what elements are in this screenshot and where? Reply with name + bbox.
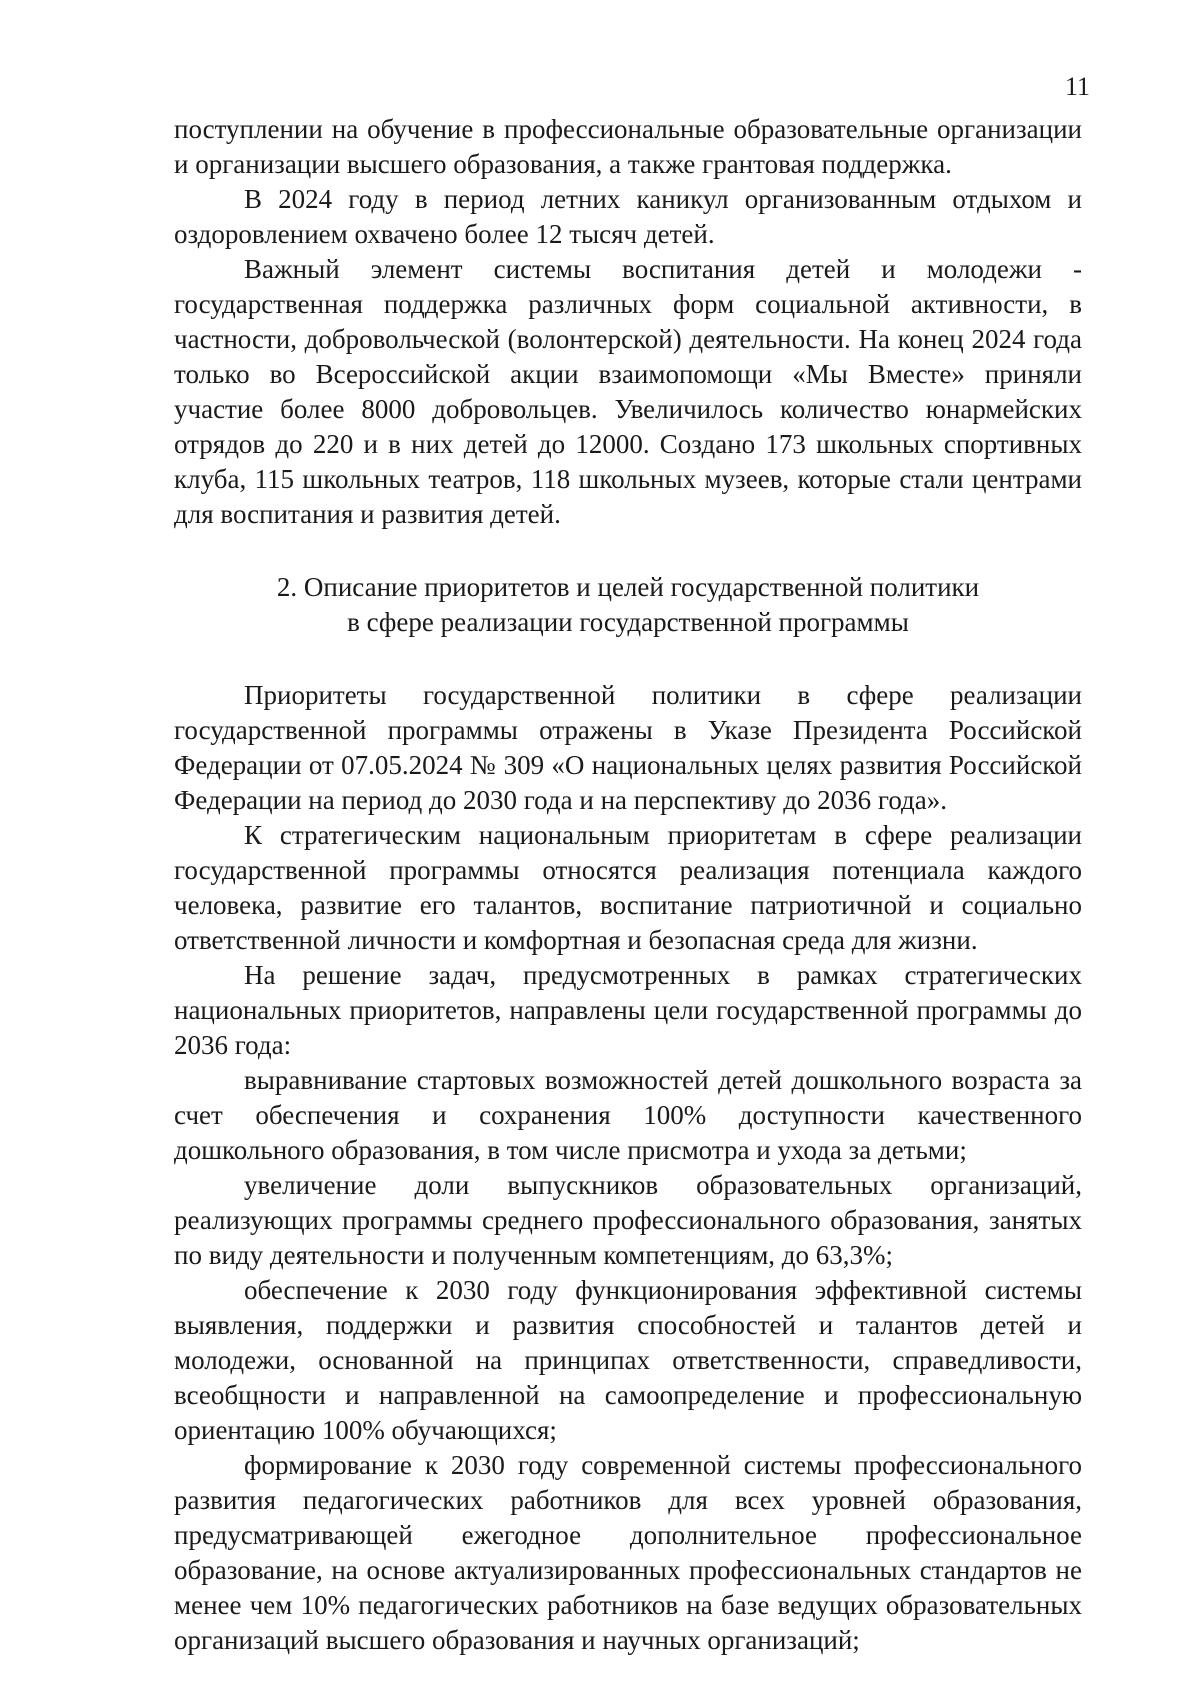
document-body bbox=[174, 112, 1082, 1658]
goal-item-talents: обеспечение к 2030 году функционирования эффективной системы выявления, поддержки и развития способностей и талантов детей и молодежи, основанной на принципах ответственности, справедливости, всеобщности и направленной на самоопределение и профессиональную ориентацию 100% обучающихся; bbox=[174, 1275, 1082, 1445]
section-heading-line-1: 2. Описание приоритетов и целей государственной политики bbox=[276, 572, 980, 602]
goal-item-teachers: формирование к 2030 году современной системы профессионального развития педагогических работников для всех уровней образования, предусматривающей ежегодное дополнительное профессиональное образование, на основе актуализированных профессиональных стандартов не менее чем 10% педагогических работников на базе ведущих образовательных организаций высшего образования и научных организаций; bbox=[174, 1450, 1082, 1655]
paragraph-priorities: Приоритеты государственной политики в сфере реализации государственной программы отражены в Указе Президента Российской Федерации от 07.05.2024 № 309 «О национальных целях развития Российской Федерации на период до 2030 года и на перспективу до 2036 года». bbox=[174, 680, 1082, 815]
goal-item-graduates: увеличение доли выпускников образовательных организаций, реализующих программы среднего профессионального образования, занятых по виду деятельности и полученным компетенциям, до 63,3%; bbox=[174, 1170, 1082, 1270]
paragraph-strategic-priorities: К стратегическим национальным приоритетам в сфере реализации государственной программы относятся реализация потенциала каждого человека, развитие его талантов, воспитание патриотичной и социально ответственной личности и комфортная и безопасная среда для жизни. bbox=[174, 820, 1082, 955]
paragraph-summer-rest: В 2024 году в период летних каникул организованным отдыхом и оздоровлением охвачено более 12 тысяч детей. bbox=[174, 184, 1082, 249]
goal-item-preschool: выравнивание стартовых возможностей детей дошкольного возраста за счет обеспечения и сохранения 100% доступности качественного дошкольного образования, в том числе присмотра и ухода за детьми; bbox=[174, 1065, 1082, 1165]
paragraph-volunteering: Важный элемент системы воспитания детей и молодежи - государственная поддержка различных форм социальной активности, в частности, добровольческой (волонтерской) деятельности. На конец 2024 года только во Всероссийской акции взаимопомощи «Мы Вместе» приняли участие более 8000 добровольцев. Увеличилось количество юнармейских отрядов до 220 и в них детей до 12000. Создано 173 школьных спортивных клуба, 115 школьных театров, 118 школьных музеев, которые стали центрами для воспитания и развития детей. bbox=[174, 254, 1082, 529]
page-number: 11 bbox=[1064, 72, 1090, 101]
section-heading bbox=[174, 570, 1082, 640]
section-heading-line-2: в сфере реализации государственной программы bbox=[347, 607, 909, 637]
paragraph-goals-intro: На решение задач, предусмотренных в рамках стратегических национальных приоритетов, направлены цели государственной программы до 2036 года: bbox=[174, 960, 1082, 1060]
paragraph-continuation: поступлении на обучение в профессиональные образовательные организации и организации высшего образования, а также грантовая поддержка. bbox=[174, 114, 1082, 179]
